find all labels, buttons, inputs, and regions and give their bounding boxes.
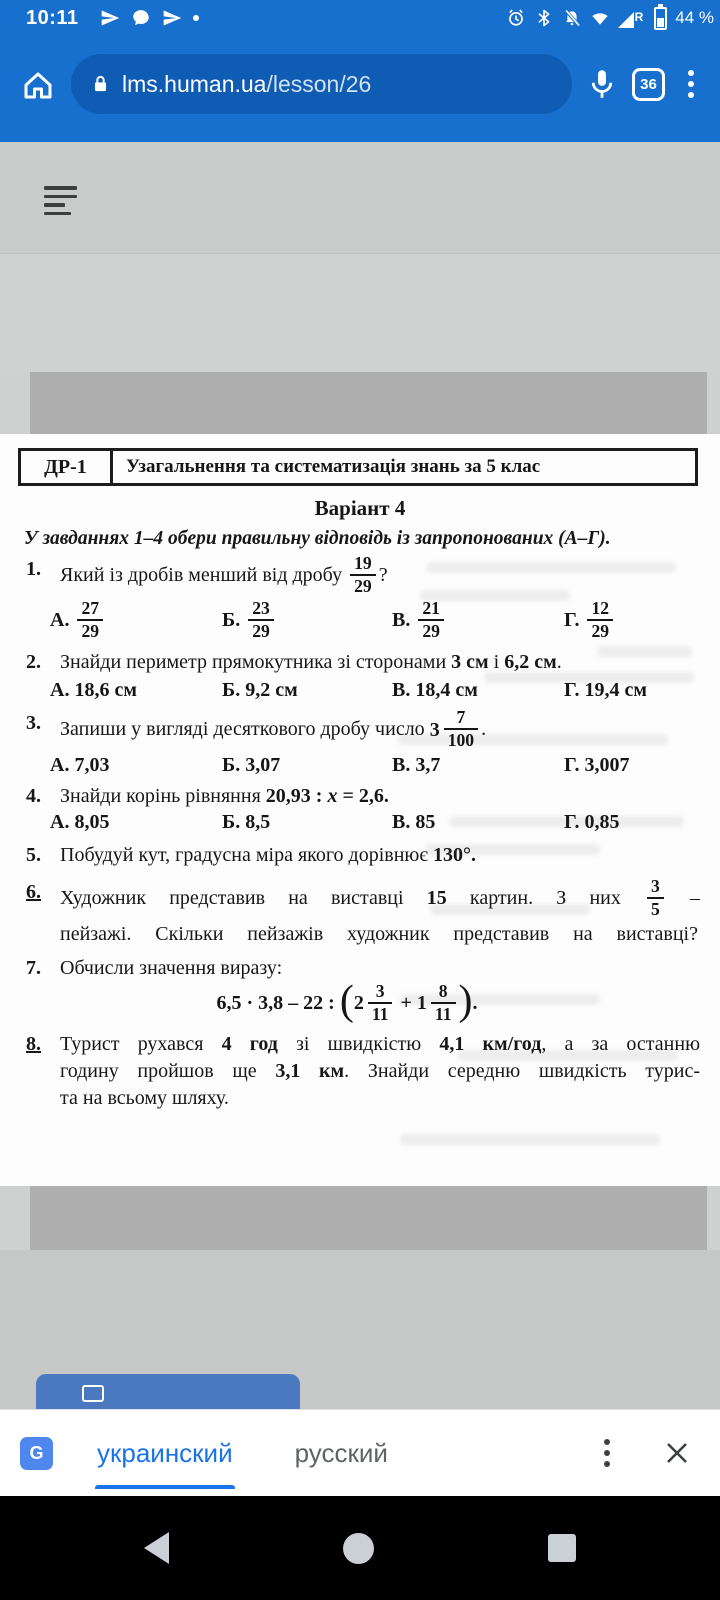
question-number: 5. [26,844,41,867]
cutoff-action-button[interactable] [36,1374,300,1410]
roaming-indicator: R [634,9,644,24]
option-a: А. 18,6 см [50,679,137,702]
question-1-options [0,598,720,642]
bleed-artifact [400,1134,660,1145]
option-b: Б. 8,5 [222,811,271,834]
question-6 [0,876,720,920]
option-b: Б. $\frac{23}{29}$ [222,601,392,642]
notifications-off-icon [562,8,582,28]
telegram-icon [162,8,182,28]
page-shadow-block [30,1186,707,1250]
worksheet-page [0,434,720,1186]
question-6-line-2: пейзажі. Скільки пейзажів художник представив на виставці? [60,922,698,945]
wifi-icon [590,8,610,28]
question-text: Запиши у вигляді десяткового дробу число 3 $\frac{7}{100}$ . [60,707,487,750]
home-button[interactable] [20,66,56,102]
option-a: А. $\frac{27}{29}$ [50,601,222,642]
question-8-line-3: та на всьому шляху. [60,1086,229,1109]
question-4 [0,783,720,810]
alarm-icon [506,8,526,28]
option-g: Г. 3,007 [564,753,630,776]
question-4-options [0,811,720,834]
option-v: В. $\frac{21}{29}$ [392,601,564,642]
question-text: Побудуй кут, градусна міра якого дорівнює 130°. [60,844,476,867]
question-2 [0,649,720,676]
translate-bar [0,1410,720,1496]
question-1 [0,553,720,597]
signal-icon [618,9,644,28]
status-bar-left [26,7,199,30]
google-translate-icon: G [20,1437,53,1470]
option-a: А. 8,05 [50,811,110,834]
question-number: 7. [26,957,41,980]
worksheet-code: ДР-1 [21,451,113,483]
question-3-options [0,754,720,777]
window-icon [82,1385,104,1402]
question-number: 6. [26,881,41,904]
question-text: Художник представив на виставці 15 картин. З них $\frac{3}{5}$ – [60,876,700,919]
question-5 [0,842,720,869]
variant-title: Варіант 4 [314,496,406,520]
page-blank-area [0,254,720,372]
question-text: Знайди периметр прямокутника зі сторонами 3 см і 6,2 см. [60,650,562,673]
option-a: А. 7,03 [50,753,110,776]
page-top-area [0,142,720,254]
url-text [122,71,371,98]
option-b: Б. 9,2 см [222,679,298,702]
worksheet-header [18,448,698,486]
url-path: /lesson/26 [266,70,372,97]
option-g: Г. 0,85 [564,811,620,834]
question-number: 2. [26,650,41,673]
back-button[interactable] [144,1532,169,1564]
question-number: 1. [26,558,41,580]
page-shadow-block [30,372,707,434]
bluetooth-icon [534,8,554,28]
question-7 [0,955,720,982]
align-left-icon[interactable] [44,186,77,215]
status-bar-right [506,7,714,30]
option-v: В. 18,4 см [392,679,478,702]
option-b: Б. 3,07 [222,753,281,776]
browser-toolbar [0,36,720,142]
telegram-icon [100,8,120,28]
instruction-line: У завданнях 1–4 обери правильну відповідь із запропонованих (А–Г). [24,528,611,549]
question-text: Турист рухався 4 год зі швидкістю 4,1 км/год, а за останню [60,1033,701,1056]
option-v: В. 85 [392,811,436,834]
question-3 [0,707,720,751]
close-icon [662,1438,692,1468]
clock: 10:11 [26,6,79,29]
tab-count: 36 [640,75,657,93]
battery-icon [654,7,667,30]
option-g: Г. 19,4 см [564,679,647,702]
question-number: 3. [26,712,41,735]
home-nav-button[interactable] [343,1533,374,1564]
lock-icon [91,73,110,95]
question-text: Знайди корінь рівняння 20,93 : x = 2,6. [60,784,389,807]
worksheet-title: Узагальнення та систематизація знань за 5 клас [126,456,541,477]
translate-close-button[interactable] [662,1438,692,1468]
option-g: Г. $\frac{12}{29}$ [564,601,706,642]
question-text: Обчисли значення виразу: [60,957,283,980]
recents-button[interactable] [548,1534,576,1562]
battery-percent: 44 % [675,8,714,27]
tab-switcher-button[interactable] [632,68,665,101]
viber-icon [131,8,151,28]
question-text: Який із дробів менший від дробу $\frac{19}{29}$ ? [60,553,388,596]
option-v: В. 3,7 [392,753,441,776]
question-number: 4. [26,784,41,807]
question-number: 8. [26,1033,41,1056]
question-2-options [0,679,720,702]
question-7-expression: 6,5 · 3,8 – 22 : (2 $\frac{3}{11}$ + 1 $\frac{8}{11}$ ). [216,977,478,1024]
android-nav-bar [0,1496,720,1600]
microphone-icon [587,66,617,102]
page-bottom-area [0,1250,720,1410]
url-host: lms.human.ua [122,70,267,97]
translate-source-language[interactable]: украинский [95,1434,235,1473]
status-bar [0,0,720,36]
address-bar[interactable] [71,54,572,114]
voice-search-button[interactable] [587,66,617,102]
question-8-line-2: годину пройшов ще 3,1 км. Знайди середню швидкість турис- [60,1060,700,1083]
notification-dot-icon [193,15,199,21]
browser-menu-button[interactable] [680,66,702,102]
question-8 [0,1031,720,1058]
translate-menu-button[interactable] [594,1433,620,1473]
home-icon [20,66,56,102]
translate-target-language[interactable]: русский [294,1437,388,1468]
